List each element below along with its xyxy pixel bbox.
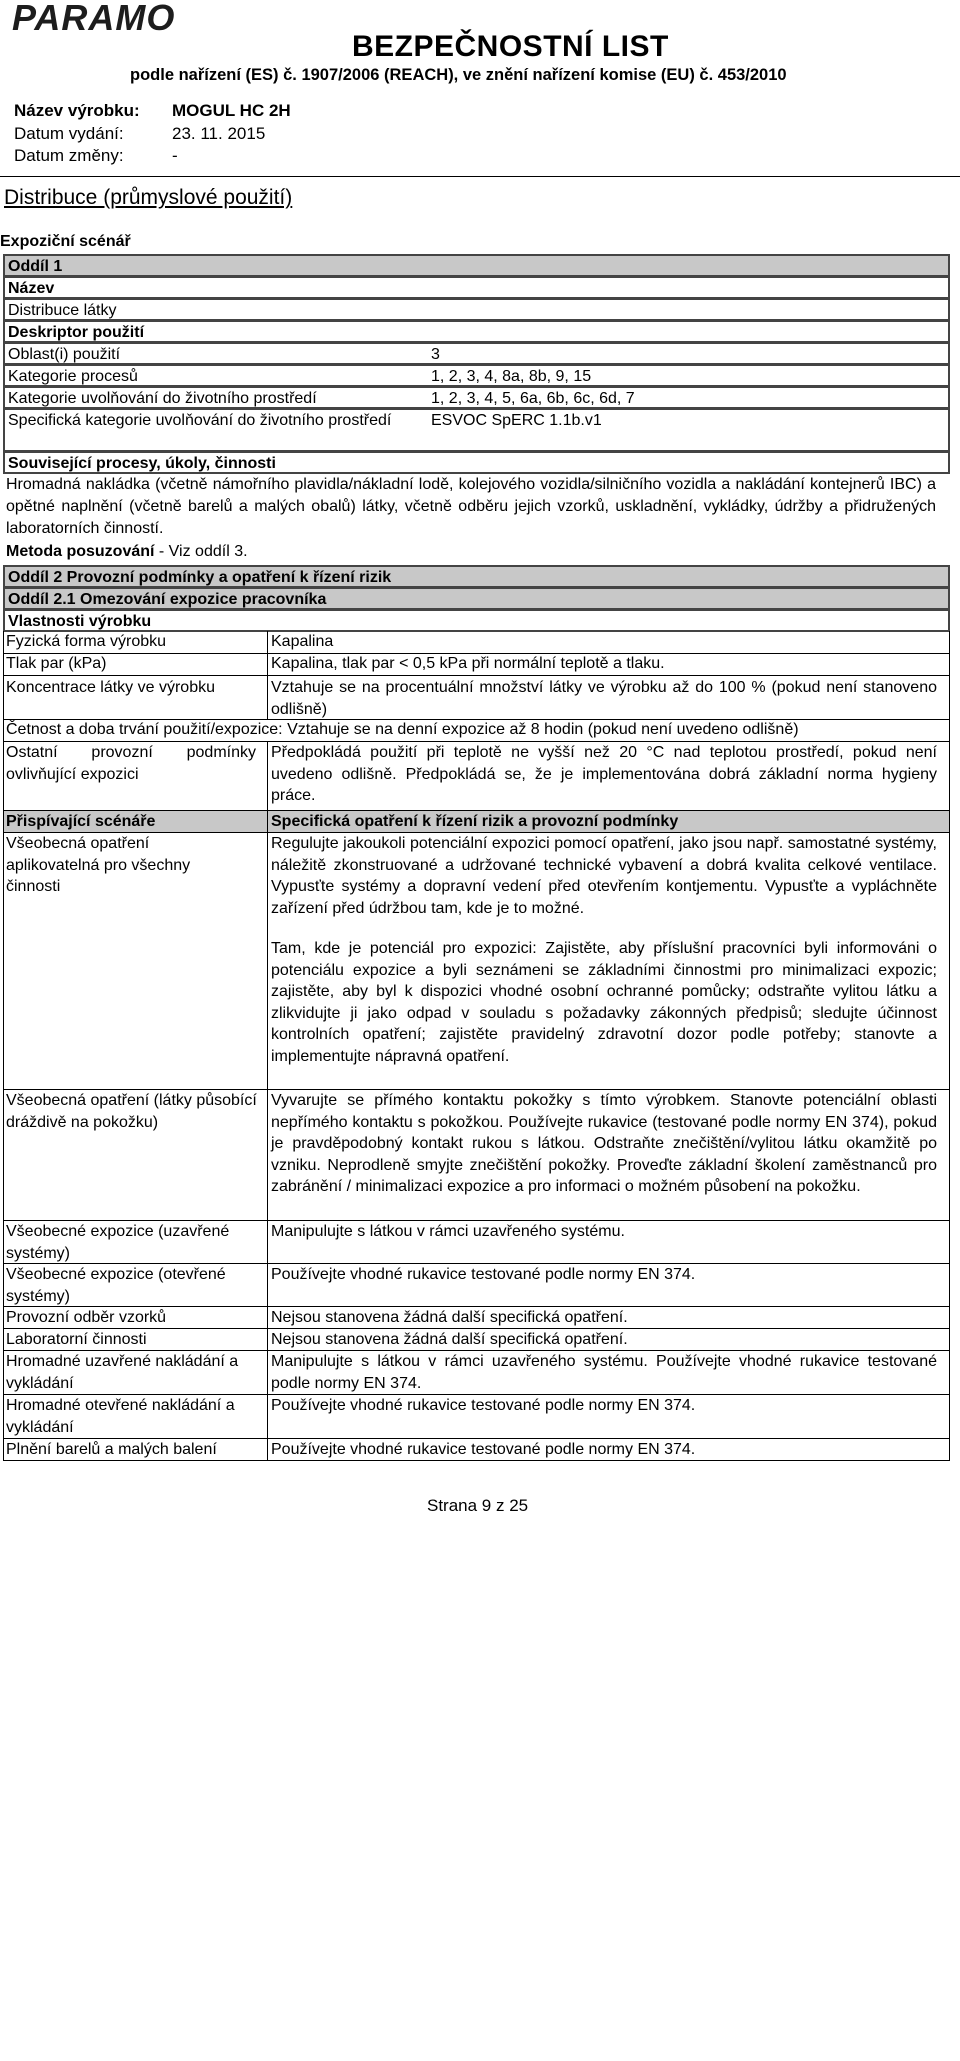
- form-value: Kapalina: [271, 633, 334, 650]
- concentration-label: Koncentrace látky ve výrobku: [6, 679, 215, 696]
- related-text: Hromadná nakládka (včetně námořního plavidla/nákladní lodě, kolejového vozidla/silničního vozidla a nakládání kontejnerů IBC) a opětné naplnění (včetně barelů a malých obalů) látky, včetně odběru jejich vzorků, uskladnění, vykládky, údržby a přidružených laboratorních činností.: [6, 476, 936, 537]
- document-subtitle: podle nařízení (ES) č. 1907/2006 (REACH), ve znění nařízení komise (EU) č. 453/2010: [130, 66, 787, 84]
- measure-value: Vyvarujte se přímého kontaktu pokožky s tímto výrobkem. Stanovte potenciální oblasti nepřímého kontaktu s pokožkou. Používejte rukavice (testované podle normy EN 374), pokud je pravděpodobný kontakt rukou s látkou. Odstraňte znečištění/vylitou látku okamžitě po vzniku. Neprodleně smyjte znečištění pokožky. Proveďte základní školení zaměstnanců pro zabránění / minimalizaci expozice a pro informaci o možném působení na pokožku.: [271, 1092, 937, 1195]
- name-value-row: [3, 298, 950, 321]
- measure-value-continued: Tam, kde je potenciál pro expozici: Zajistěte, aby příslušní pracovníci byli informováni o potenciálu expozice a byli seznámeni se základními činnostmi pro minimalizaci expozic; zajistěte, aby byl k dispozici vhodné osobní ochranné pomůcky; odstraňte vylitou látku a zlikvidujte ji jako odpad v souladu s požadavky zákonných předpisů; sledujte účinnost kontrolních opatření; zajistěte pravidelný zdravotní dozor podle potřeby; stanovte a implementujte nápravná opatření.: [271, 940, 937, 1065]
- grid-right-border: [949, 631, 950, 1461]
- section2-heading-row: [3, 565, 950, 588]
- issue-date-label: Datum vydání:: [14, 124, 124, 143]
- measure-label: Všeobecné expozice (otevřené systémy): [6, 1266, 226, 1305]
- grid-bottom-border: [3, 1460, 950, 1461]
- measure-value: Nejsou stanovena žádná další specifická opatření.: [271, 1309, 628, 1326]
- change-date-value: -: [172, 146, 178, 165]
- scenario-label: Expoziční scénář: [0, 233, 131, 250]
- descriptor-item-label: Kategorie uvolňování do životního prostředí: [8, 390, 317, 407]
- descriptor-item-value: 3: [431, 346, 440, 363]
- product-label: Název výrobku:: [14, 101, 140, 120]
- vapour-value: Kapalina, tlak par < 0,5 kPa při normální teplotě a tlaku.: [271, 655, 665, 672]
- measures-heading: Specifická opatření k řízení rizik a provozní podmínky: [271, 813, 679, 830]
- header-divider: [0, 176, 960, 177]
- measure-value: Nejsou stanovena žádná další specifická opatření.: [271, 1331, 628, 1348]
- descriptor-item-row: [3, 386, 950, 409]
- measure-value: Regulujte jakoukoli potenciální expozici pomocí opatření, jako jsou např. samostatné systémy, náležitě zkonstruované a udržované technické vybavení a dobrá kvalita celkové ventilace. Vypusťte systémy a dopravní vedení před otevřením kontjementu. Vypusťte a vypláchněte zařízení před údržbou tam, kde je to možné.: [271, 835, 937, 917]
- measure-value: Používejte vhodné rukavice testované podle normy EN 374.: [271, 1397, 696, 1414]
- product-props-row: [3, 609, 950, 632]
- properties-grid: [3, 631, 950, 2061]
- descriptor-item-row: [3, 408, 950, 452]
- descriptor-item-value: 1, 2, 3, 4, 8a, 8b, 9, 15: [431, 368, 592, 385]
- measure-label: Všeobecná opatření (látky působící dráždivě na pokožku): [6, 1092, 257, 1131]
- document-title: BEZPEČNOSTNÍ LIST: [352, 30, 669, 63]
- product-props-heading: Vlastnosti výrobku: [8, 613, 152, 630]
- measure-label: Všeobecná opatření aplikovatelná pro všechny činnosti: [6, 835, 191, 895]
- descriptor-item-value: 1, 2, 3, 4, 5, 6a, 6b, 6c, 6d, 7: [431, 390, 635, 407]
- column-divider: [267, 741, 268, 1461]
- section-title: Distribuce (průmyslové použití): [4, 186, 293, 209]
- issue-date-value: 23. 11. 2015: [172, 124, 266, 143]
- section1-heading-row: [3, 254, 950, 277]
- method-line: [6, 543, 248, 561]
- section1-heading: Oddíl 1: [8, 258, 63, 275]
- section2-sub-heading-row: [3, 587, 950, 610]
- method-label: Metoda posuzování: [6, 543, 155, 560]
- related-heading-row: [3, 451, 950, 474]
- measure-label: Všeobecné expozice (uzavřené systémy): [6, 1223, 230, 1262]
- section2-heading: Oddíl 2 Provozní podmínky a opatření k řízení rizik: [8, 569, 392, 586]
- measure-value: Používejte vhodné rukavice testované podle normy EN 374.: [271, 1441, 696, 1458]
- descriptor-label: Deskriptor použití: [8, 324, 145, 341]
- grid-left-border: [3, 631, 4, 1461]
- other-conditions-value: Předpokládá použití při teplotě ne vyšší než 20 °C nad teplotou prostředí, pokud není uvedeno odlišně. Předpokládá se, že je implementována dobrá základní norma hygieny práce.: [271, 744, 937, 804]
- column-divider: [267, 631, 268, 719]
- frequency-label: Četnost a doba trvání použití/expozice:: [6, 721, 283, 738]
- concentration-value: Vztahuje se na procentuální množství látky ve výrobku až do 100 % (pokud není stanoveno odlišně): [271, 679, 937, 718]
- descriptor-item-value: ESVOC SpERC 1.1b.v1: [431, 412, 602, 429]
- descriptor-item-row: [3, 364, 950, 387]
- page-number: Strana 9 z 25: [427, 1496, 529, 1515]
- measure-value: Používejte vhodné rukavice testované podle normy EN 374.: [271, 1266, 696, 1283]
- descriptor-item-label: Oblast(i) použití: [8, 346, 121, 363]
- frequency-value: Vztahuje se na denní expozice až 8 hodin (pokud není uvedeno odlišně): [287, 721, 799, 738]
- measure-value: Manipulujte s látkou v rámci uzavřeného systému. Používejte vhodné rukavice testované podle normy EN 374.: [271, 1353, 937, 1392]
- section2-sub-heading: Oddíl 2.1 Omezování expozice pracovníka: [8, 591, 327, 608]
- change-date-label: Datum změny:: [14, 146, 124, 165]
- measure-label: Laboratorní činnosti: [6, 1331, 147, 1348]
- method-value: - Viz oddíl 3.: [154, 543, 248, 560]
- measure-label: Provozní odběr vzorků: [6, 1309, 167, 1326]
- descriptor-item-label: Specifická kategorie uvolňování do životního prostředí: [8, 412, 392, 429]
- measure-label: Plnění barelů a malých balení: [6, 1441, 217, 1458]
- vapour-label: Tlak par (kPa): [6, 655, 107, 672]
- descriptor-item-label: Kategorie procesů: [8, 368, 138, 385]
- company-logo: PARAMO: [12, 0, 176, 38]
- measure-label: Hromadné otevřené nakládání a vykládání: [6, 1397, 235, 1436]
- form-label: Fyzická forma výrobku: [6, 633, 167, 650]
- frequency-line: [6, 719, 946, 741]
- descriptor-row: [3, 320, 950, 343]
- measure-value: Manipulujte s látkou v rámci uzavřeného systému.: [271, 1223, 625, 1240]
- descriptor-item-row: [3, 342, 950, 365]
- related-heading: Související procesy, úkoly, činnosti: [8, 455, 276, 472]
- name-label-row: [3, 276, 950, 299]
- row-divider: [3, 675, 949, 676]
- measure-label: Hromadné uzavřené nakládání a vykládání: [6, 1353, 239, 1392]
- name-label: Název: [8, 280, 55, 297]
- name-value: Distribuce látky: [8, 302, 117, 319]
- product-value: MOGUL HC 2H: [172, 101, 291, 120]
- other-conditions-label: Ostatní provozní podmínky ovlivňující expozici: [6, 744, 256, 783]
- contrib-heading: Přispívající scénáře: [6, 813, 156, 830]
